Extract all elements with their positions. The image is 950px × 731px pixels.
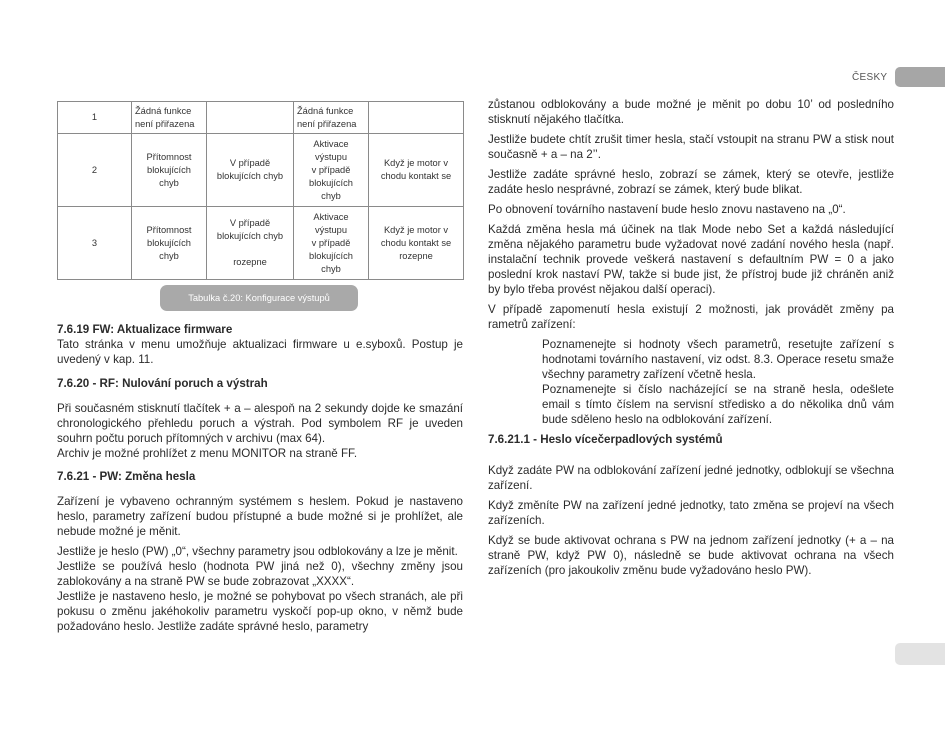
section-heading-rf: 7.6.20 - RF: Nulování poruch a výstrah — [57, 377, 268, 390]
table-cell: Když je motor v chodu kontakt se rozepne — [369, 207, 464, 280]
indented-paragraph: Poznamenejte si hodnoty všech parametrů, resetujte zařízení s hodnotami továrního nastavení, viz odst. 8.3. Operace resetu smaže všechny parametry zařízení včetně hesla. — [542, 338, 894, 381]
row-number: 1 — [58, 102, 132, 134]
table-caption: Tabulka č.20: Konfigurace výstupů — [160, 285, 358, 311]
paragraph: Když zadáte PW na odblokování zařízení jedné jednotky, odblokují se všechna zařízení. — [488, 464, 894, 492]
paragraph: Jestliže budete chtít zrušit timer hesla, stačí vstoupit na stranu PW a stisk nout současně + a – na 2’’. — [488, 133, 894, 161]
left-column — [57, 322, 463, 634]
paragraph: Po obnovení továrního nastavení bude heslo znovu nastaveno na „0“. — [488, 203, 846, 216]
table-cell: Přítomnost blokujících chyb — [132, 207, 207, 280]
paragraph: Tato stránka v menu umožňuje aktualizaci firmware u e.syboxů. Postup je uvedený v kap. 11. — [57, 338, 463, 366]
table-cell: Když je motor v chodu kontakt se — [369, 134, 464, 207]
table-row — [58, 207, 464, 280]
section-heading-pw: 7.6.21 - PW: Změna hesla — [57, 470, 196, 483]
language-tab — [895, 67, 945, 87]
table-cell: Aktivace výstupu v případě blokujících chyb — [294, 207, 369, 280]
paragraph: Když se bude aktivovat ochrana s PW na jednom zařízení jednotky (+ a – na straně PW, když PW 0), následně se bude aktivovat ochrana na všech zařízeních (pro jakoukoliv změnu bude vyžadováno heslo PW). — [488, 534, 894, 577]
page-number-tab — [895, 643, 945, 665]
paragraph: Archiv je možné prohlížet z menu MONITOR na straně FF. — [57, 447, 358, 460]
table-row — [58, 102, 464, 134]
language-label: ČESKY — [852, 72, 888, 83]
table-cell — [369, 102, 464, 134]
row-number: 3 — [58, 207, 132, 280]
table-cell: Žádná funkce není přiřazena — [294, 102, 369, 134]
paragraph: Jestliže je heslo (PW) „0“, všechny parametry jsou odblokovány a lze je měnit. — [57, 545, 458, 558]
section-heading-fw: 7.6.19 FW: Aktualizace firmware — [57, 323, 233, 336]
right-column — [488, 97, 894, 578]
output-configuration-table — [57, 101, 464, 280]
paragraph: zůstanou odblokovány a bude možné je měnit po dobu 10’ od posledního stisknutí nějakého tlačítka. — [488, 98, 894, 126]
paragraph: Každá změna hesla má účinek na tlak Mode nebo Set a každá následující změna nějakého parametru bude vyžadovat nové zadání nového hesla (např. instalační technik provede veškerá nastavení s defaultním PW = 0 a jako poslední krok nastaví PW, takže si bude jist, že přístroj bude již chráněn aniž by bylo třeba provést nějakou další operaci). — [488, 223, 894, 296]
table-cell: V případě blokujících chyb — [207, 134, 294, 207]
table-cell: Aktivace výstupu v případě blokujících chyb — [294, 134, 369, 207]
paragraph: Jestliže zadáte správné heslo, zobrazí se zámek, který se otevře, jestliže zadáte heslo nesprávné, zobrazí se zámek, který bude blikat. — [488, 168, 894, 196]
paragraph: Jestliže se používá heslo (hodnota PW jiná než 0), všechny změny jsou zablokovány a na straně PW se bude zobrazovat „XXXX“. — [57, 560, 463, 588]
table-cell: V případě blokujících chyb rozepne — [207, 207, 294, 280]
table-cell: Přítomnost blokujících chyb — [132, 134, 207, 207]
paragraph: Při současném stisknutí tlačítek + a – alespoň na 2 sekundy dojde ke smazání chronologického přehledu poruch a výstrah. Pod symbolem RF je uveden souhrn počtu poruch přítomných v archivu (max 64). — [57, 402, 463, 445]
paragraph: V případě zapomenutí hesla existují 2 možnosti, jak provádět změny pa rametrů zařízení: — [488, 303, 894, 331]
table-row — [58, 134, 464, 207]
paragraph: Zařízení je vybaveno ochranným systémem s heslem. Pokud je nastaveno heslo, parametry zařízení budou přístupné a bude možné si je prohlížet, ale nebude možné je měnit. — [57, 495, 463, 538]
paragraph: Když změníte PW na zařízení jedné jednotky, tato změna se projeví na všech zařízeních. — [488, 499, 894, 527]
section-heading-multi: 7.6.21.1 - Heslo vícečerpadlových systémů — [488, 433, 723, 446]
indented-paragraph: Poznamenejte si číslo nacházející se na straně hesla, odešlete email s tímto číslem na servisní středisko a do několika dnů vám bude sděleno heslo na odblokování zařízení. — [542, 383, 894, 426]
table-cell: Žádná funkce není přiřazena — [132, 102, 207, 134]
table-cell — [207, 102, 294, 134]
paragraph: Jestliže je nastaveno heslo, je možné se pohybovat po všech stranách, ale při pokusu o změnu jakéhokoliv parametru vyskočí pop-up okno, v němž bude požadováno heslo. Jestliže zadáte správné heslo, parametry — [57, 590, 463, 633]
row-number: 2 — [58, 134, 132, 207]
